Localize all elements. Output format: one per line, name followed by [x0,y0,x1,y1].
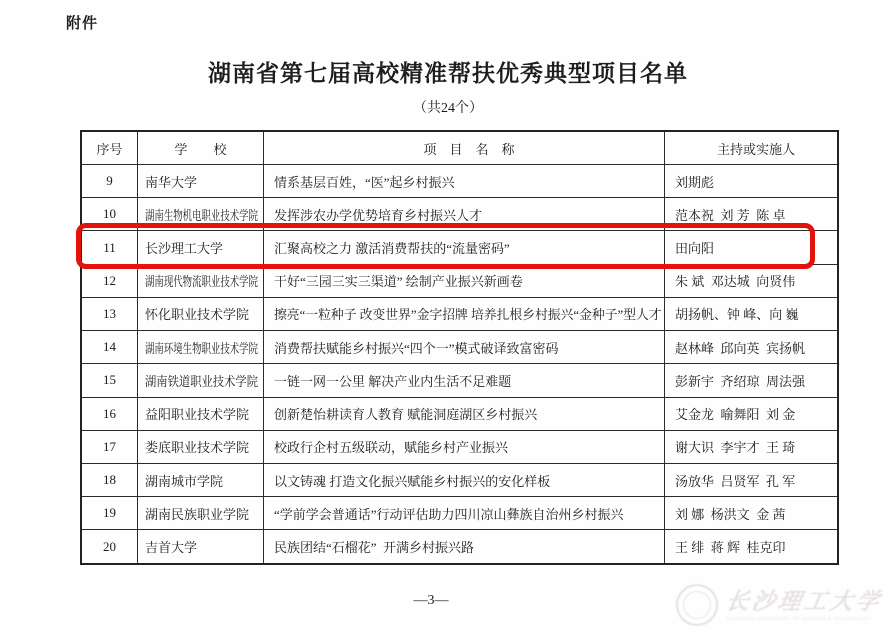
watermark-calligraphy: 长沙理工大学 [723,588,885,614]
row-school: 娄底职业技术学院 [138,430,264,463]
row-no: 15 [81,364,138,397]
row-host: 刘 娜 杨洪文 金 茜 [665,497,839,530]
row-school: 湖南生物机电职业技术学院 [138,198,264,231]
page-subtitle: （共24个） [413,101,483,116]
page-number: —3— [413,593,449,608]
header-host: 主持或实施人 [665,131,839,165]
row-no: 9 [81,165,138,198]
row-school: 怀化职业技术学院 [138,297,264,330]
page-title: 湖南省第七届高校精准帮扶优秀典型项目名单 [208,61,688,86]
row-no: 16 [81,397,138,430]
header-school: 学 校 [138,131,264,165]
row-host: 谢大识 李宇才 王 琦 [665,430,839,463]
row-project: 消费帮扶赋能乡村振兴“四个一”模式破译致富密码 [264,331,665,364]
row-school: 长沙理工大学 [138,231,264,264]
row-project: 以文铸魂 打造文化振兴赋能乡村振兴的安化样板 [264,463,665,496]
header-project: 项 目 名 称 [264,131,665,165]
watermark-caption: CHANGSHA UNIVERSITY OF SCIENCE & TECHNOLOGY [726,615,871,621]
row-project: 擦亮“一粒种子 改变世界”金字招牌 培养扎根乡村振兴“金种子”型人才 [264,297,665,330]
table-row [81,264,838,297]
row-project: 发挥涉农办学优势培育乡村振兴人才 [264,198,665,231]
project-table [80,130,839,565]
row-host: 赵林峰 邱向英 宾扬帆 [665,331,839,364]
university-seal-icon [676,584,718,626]
row-school: 湖南环境生物职业技术学院 [138,331,264,364]
university-watermark [676,582,888,628]
table-row [81,530,838,564]
row-no: 13 [81,297,138,330]
project-table-wrapper [80,130,812,565]
row-no: 19 [81,497,138,530]
row-project: 校政行企村五级联动，赋能乡村产业振兴 [264,430,665,463]
row-no: 12 [81,264,138,297]
row-school: 益阳职业技术学院 [138,397,264,430]
row-school: 湖南城市学院 [138,463,264,496]
row-host: 田向阳 [665,231,839,264]
row-project: 情系基层百姓，“医”起乡村振兴 [264,165,665,198]
table-row [81,497,838,530]
row-school: 吉首大学 [138,530,264,564]
row-host: 王 绯 蒋 辉 桂克印 [665,530,839,564]
row-no: 17 [81,430,138,463]
row-project: 汇聚高校之力 激活消费帮扶的“流量密码” [264,231,665,264]
table-row-highlighted [81,231,838,264]
row-host: 汤放华 吕贤军 孔 军 [665,463,839,496]
row-host: 刘期彪 [665,165,839,198]
row-school: 湖南民族职业学院 [138,497,264,530]
row-no: 10 [81,198,138,231]
row-school: 湖南铁道职业技术学院 [138,364,264,397]
table-row [81,463,838,496]
table-row [81,397,838,430]
row-no: 14 [81,331,138,364]
table-row [81,364,838,397]
table-row [81,198,838,231]
row-project: 民族团结“石榴花” 开满乡村振兴路 [264,530,665,564]
row-no: 20 [81,530,138,564]
row-host: 艾金龙 喻舞阳 刘 金 [665,397,839,430]
row-project: 干好“三园三实三渠道” 绘制产业振兴新画卷 [264,264,665,297]
row-no: 18 [81,463,138,496]
row-host: 朱 斌 邓达城 向贤伟 [665,264,839,297]
table-row [81,331,838,364]
table-header-row [81,131,838,165]
row-host: 彭新宇 齐绍琼 周法强 [665,364,839,397]
row-school: 南华大学 [138,165,264,198]
header-no: 序号 [81,131,138,165]
table-row [81,165,838,198]
row-project: 一链一网一公里 解决产业内生活不足难题 [264,364,665,397]
row-host: 胡扬帆、钟 峰、向 巍 [665,297,839,330]
table-row [81,430,838,463]
row-no: 11 [81,231,138,264]
attachment-label: 附件 [66,16,99,32]
row-project: “学前学会普通话”行动评估助力四川凉山彝族自治州乡村振兴 [264,497,665,530]
row-project: 创新楚怡耕读育人教育 赋能洞庭湖区乡村振兴 [264,397,665,430]
row-host: 范本祝 刘 芳 陈 卓 [665,198,839,231]
row-school: 湖南现代物流职业技术学院 [138,264,264,297]
table-row [81,297,838,330]
